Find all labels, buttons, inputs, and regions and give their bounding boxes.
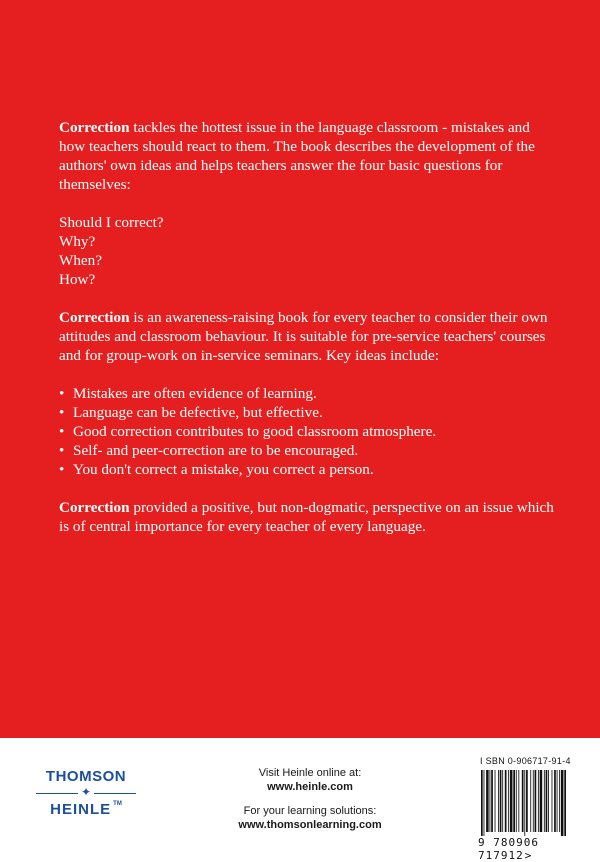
isbn-text: I SBN 0-906717-91-4: [480, 756, 571, 766]
title-word: Correction: [59, 499, 130, 516]
visit-heinle: [230, 766, 390, 794]
question-list: [59, 213, 559, 289]
title-word: Correction: [59, 309, 130, 326]
question-item: How?: [59, 271, 96, 288]
star-icon: ✦: [26, 787, 146, 799]
question-item: When?: [59, 252, 103, 269]
key-idea-item: • You don't correct a mistake, you correct a person.: [59, 460, 559, 479]
barcode-number: 9 780906 717912: [478, 836, 539, 862]
barcode-arrow: >: [524, 849, 533, 862]
logo-heinle: [26, 801, 146, 818]
awareness-paragraph: [59, 308, 559, 365]
key-idea-item: • Language can be defective, but effective.: [59, 403, 559, 422]
blurb: [59, 118, 559, 555]
closing-paragraph: [59, 498, 559, 536]
question-item: Should I correct?: [59, 214, 164, 231]
key-idea-item: • Self- and peer-correction are to be encouraged.: [59, 441, 559, 460]
key-ideas-list: [59, 384, 559, 479]
visit-label: Visit Heinle online at:: [258, 767, 362, 779]
barcode-digits: [478, 836, 600, 862]
learning-solutions: [215, 804, 405, 832]
thomson-heinle-logo: [26, 768, 146, 818]
heinle-url-link[interactable]: www.heinle.com: [267, 781, 353, 793]
intro-paragraph: [59, 118, 559, 194]
key-idea-item: • Good correction contributes to good classroom atmosphere.: [59, 422, 559, 441]
logo-thomson: THOMSON: [45, 768, 127, 785]
title-word: Correction: [59, 119, 130, 136]
trademark-mark: TM: [113, 801, 122, 807]
solutions-label: For your learning solutions:: [243, 805, 377, 817]
publisher-footer: [0, 738, 600, 862]
intro-text: tackles the hottest issue in the language classroom - mistakes and how teachers should react to them. The book describes the development of the authors' own ideas and helps teachers answer the four basic questions for themselves:: [59, 119, 535, 193]
barcode-icon: [479, 770, 591, 836]
awareness-text: is an awareness-raising book for every teacher to consider their own attitudes and classroom behaviour. It is suitable for pre-service teachers' courses and for group-work on in-service seminars. Key ideas include:: [59, 309, 548, 364]
logo-heinle-text: HEINLE: [50, 801, 112, 818]
thomsonlearning-url-link[interactable]: www.thomsonlearning.com: [238, 819, 382, 831]
closing-text: provided a positive, but non-dogmatic, perspective on an issue which is of central importance for every teacher of every language.: [59, 499, 554, 535]
key-idea-item: • Mistakes are often evidence of learning.: [59, 384, 559, 403]
question-item: Why?: [59, 233, 96, 250]
